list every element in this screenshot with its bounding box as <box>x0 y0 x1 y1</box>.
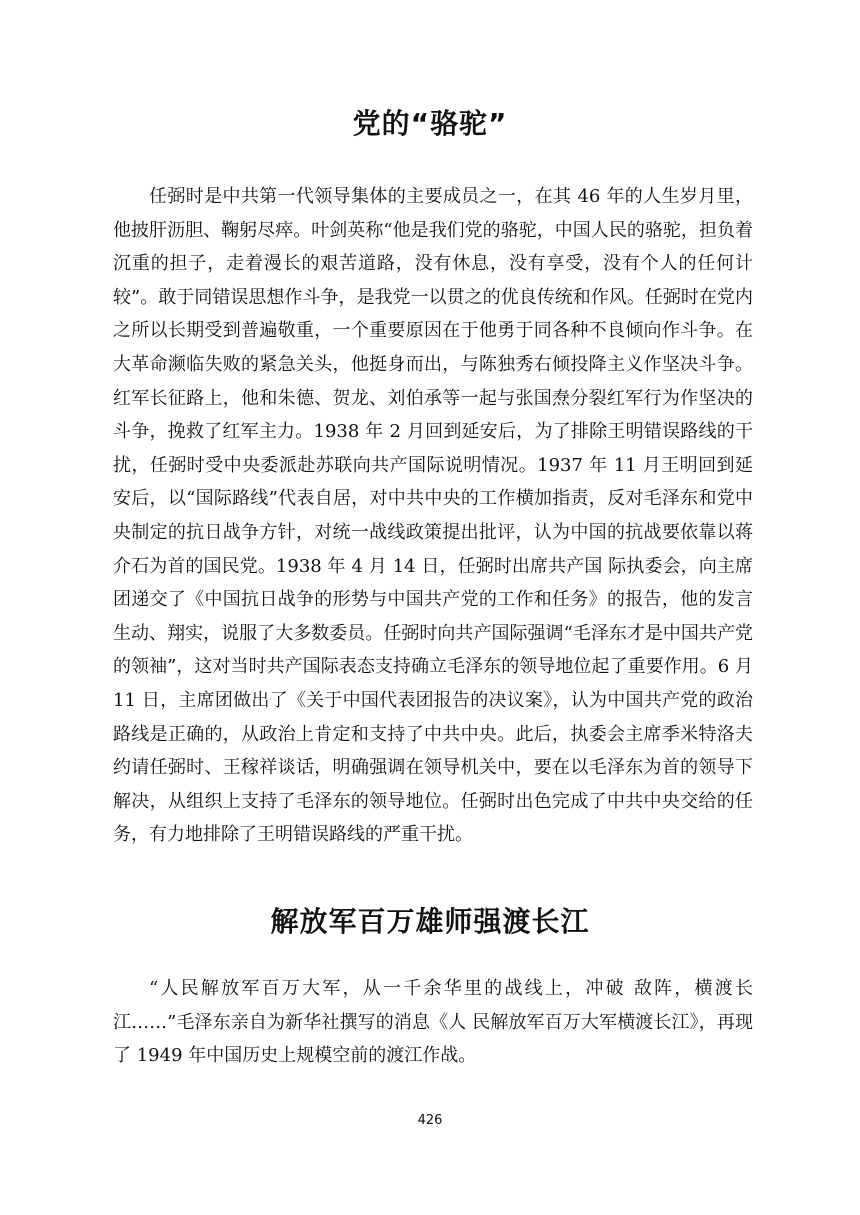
section-title-yangtze-crossing: 解放军百万雄师强渡长江 <box>270 905 590 938</box>
section-body-yangtze-crossing: “人民解放军百万大军，从一千余华里的战线上，冲破 敌阵，横渡长江……”毛泽东亲自为新华社撰写的消息《人 民解放军百万大军横渡长江》，再现了 1949 年中国历史上规模空前的渡江作战。 <box>113 978 753 1067</box>
page-number: 426 <box>417 1113 443 1128</box>
section-body-camel: 任弼时是中共第一代领导集体的主要成员之一，在其 46 年的人生岁月里，他披肝沥胆、鞠躬尽瘁。叶剑英称“他是我们党的骆驼，中国人民的骆驼，担负着沉重的担子，走着漫长的艰苦道路，没有休息，没有享受，没有个人的任何计较”。敢于同错误思想作斗争，是我党一以贯之的优良传统和作风。任弼时在党内之所以长期受到普遍敬重，一个重要原因在于他勇于同各种不良倾向作斗争。在大革命濒临失败的紧急关头，他挺身而出，与陈独秀右倾投降主义作坚决斗争。红军长征路上，他和朱德、贺龙、刘伯承等一起与张国焘分裂红军行为作坚决的斗争，挽救了红军主力。1938 年 2 月回到延安后，为了排除王明错误路线的干扰，任弼时受中央委派赴苏联向共产国际说明情况。1937 年 11 月王明回到延安后，以“国际路线”代表自居，对中共中央的工作横加指责，反对毛泽东和党中央制定的抗日战争方针，对统一战线政策提出批评，认为中国的抗战要依靠以蒋介石为首的国民党。1938 年 4 月 14 日，任弼时出席共产国 际执委会，向主席团递交了《中国抗日战争的形势与中国共产党的工作和任务》的报告，他的发言生动、翔实，说服了大多数委员。任弼时向共产国际强调“毛泽东才是中国共产党的领袖”，这对当时共产国际表态支持确立毛泽东的领导地位起了重要作用。6 月 11 日，主席团做出了《关于中国代表团报告的决议案》，认为中国共产党的政治路线是正确的，从政治上肯定和支持了中共中央。此后，执委会主席季米特洛夫约请任弼时、王稼祥谈话，明确强调在领导机关中，要在以毛泽东为首的领导下解决，从组织上支持了毛泽东的领导地位。任弼时出色完成了中共中央交给的任务，有力地排除了王明错误路线的严重干扰。 <box>113 186 753 846</box>
section-title-camel: 党的“骆驼” <box>352 107 508 140</box>
